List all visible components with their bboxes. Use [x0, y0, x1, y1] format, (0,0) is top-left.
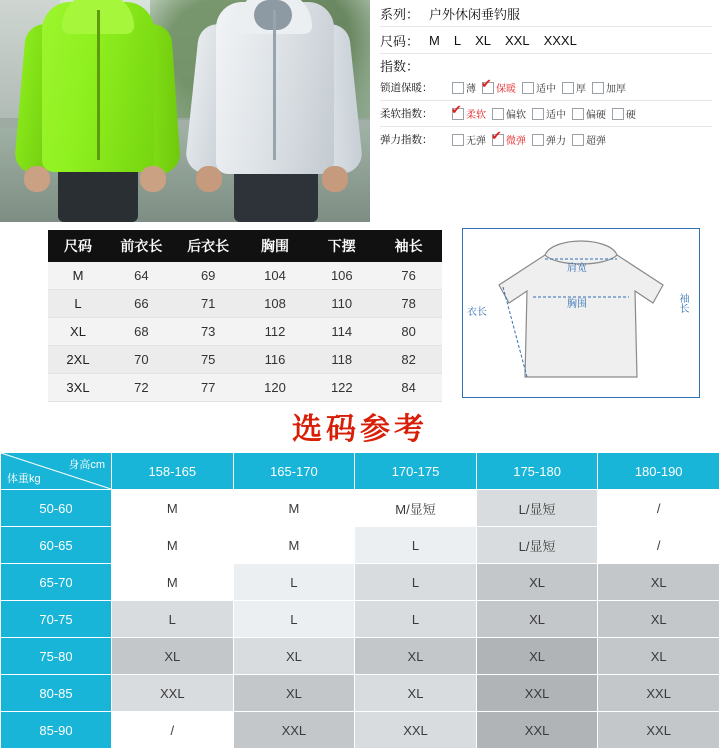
chart-row-header: 65-70	[1, 564, 112, 601]
checkbox-icon[interactable]	[452, 134, 464, 146]
cell: 82	[401, 352, 416, 367]
diagram-label-sleeve-length: 袖长	[677, 293, 688, 313]
cell: L	[233, 564, 355, 601]
table-row	[1, 712, 720, 749]
chart-col-header: 170-175	[355, 453, 477, 490]
cell: L/显短	[476, 490, 598, 527]
cell: L/显短	[476, 527, 598, 564]
table-row	[1, 527, 720, 564]
cell: 112	[264, 324, 286, 339]
checkbox-icon[interactable]	[532, 134, 544, 146]
checkbox-checked-icon[interactable]	[482, 82, 494, 94]
index-row-elasticity	[372, 127, 720, 152]
checkbox-icon[interactable]	[572, 134, 584, 146]
cell: M/显短	[355, 490, 477, 527]
cell: L	[74, 296, 82, 311]
size-table-header-cell: 尺码	[64, 238, 92, 254]
table-row	[1, 638, 720, 675]
cell: 80	[401, 324, 416, 339]
index-name: 锁道保暖：	[380, 82, 433, 94]
size-option[interactable]: M	[429, 32, 440, 48]
cell: XL	[598, 564, 720, 601]
index-option-selected[interactable]	[492, 132, 526, 147]
checkbox-icon[interactable]	[562, 82, 574, 94]
cell: XL	[476, 601, 598, 638]
cell: 69	[200, 268, 216, 283]
cell: /	[598, 490, 720, 527]
checkbox-checked-icon[interactable]	[492, 134, 504, 146]
diagram-label-body-length: 衣长	[467, 307, 487, 318]
spec-size-label: 尺码：	[380, 33, 420, 49]
chart-header-row	[1, 453, 720, 490]
size-option[interactable]: L	[453, 32, 462, 48]
checkbox-icon[interactable]	[522, 82, 534, 94]
index-row-warmth	[372, 75, 720, 100]
size-table	[48, 230, 442, 402]
cell: XL	[233, 638, 355, 675]
chart-col-header: 180-190	[598, 453, 720, 490]
index-option-label: 微弹	[506, 136, 526, 147]
checkbox-icon[interactable]	[572, 108, 584, 120]
chart-row-header: 60-65	[1, 527, 112, 564]
index-option[interactable]	[572, 106, 606, 121]
cell: M	[112, 490, 234, 527]
index-option-label: 柔软	[466, 110, 486, 121]
cell: 73	[200, 324, 216, 339]
index-option-selected[interactable]	[452, 106, 486, 121]
table-row	[1, 675, 720, 712]
size-table-body	[48, 262, 442, 402]
cell: /	[112, 712, 234, 749]
cell: 122	[330, 380, 353, 395]
cell: 120	[264, 380, 286, 395]
cell: 106	[330, 268, 353, 283]
table-row	[48, 318, 442, 346]
cell: 108	[264, 296, 286, 311]
size-table-header-cell: 前衣长	[120, 238, 163, 254]
cell: 71	[200, 296, 216, 311]
chart-row-header: 85-90	[1, 712, 112, 749]
chart-row-header: 75-80	[1, 638, 112, 675]
size-option-list	[429, 33, 577, 48]
diagram-label-shoulder: 肩宽	[567, 263, 587, 274]
cell: XL	[598, 601, 720, 638]
cell: M	[112, 527, 234, 564]
model-green-jacket	[18, 0, 178, 222]
size-option[interactable]: XL	[475, 32, 491, 48]
spec-series-value: 户外休闲垂钓服	[429, 6, 521, 22]
cell: 84	[401, 380, 416, 395]
index-option-label: 偏硬	[586, 110, 606, 121]
checkbox-icon[interactable]	[452, 82, 464, 94]
cell: 2XL	[66, 352, 90, 367]
cell: XL	[476, 564, 598, 601]
table-row	[48, 290, 442, 318]
cell: 114	[331, 324, 353, 339]
index-option-label: 硬	[626, 110, 636, 121]
table-row	[1, 490, 720, 527]
cell: L	[355, 527, 477, 564]
size-table-header-cell: 袖长	[394, 238, 423, 254]
index-option-label: 保暖	[496, 84, 516, 95]
cell: XL	[112, 638, 234, 675]
spec-size-row	[372, 27, 720, 53]
table-row	[48, 346, 442, 374]
cell: XXL	[233, 712, 355, 749]
table-row	[1, 601, 720, 638]
index-label: 指数：	[380, 59, 420, 74]
table-row	[48, 262, 442, 290]
index-option[interactable]	[562, 80, 586, 95]
table-row	[48, 374, 442, 402]
chart-axis-height-label: 身高cm	[68, 459, 105, 471]
cell: 70	[134, 352, 149, 367]
cell: M	[233, 527, 355, 564]
chart-col-header: 175-180	[476, 453, 598, 490]
cell: XXL	[355, 712, 477, 749]
cell: XL	[598, 638, 720, 675]
cell: XL	[70, 324, 86, 339]
index-option[interactable]	[532, 132, 566, 147]
cell: M	[72, 268, 84, 283]
checkbox-checked-icon[interactable]	[452, 108, 464, 120]
cell: /	[598, 527, 720, 564]
cell: 72	[134, 380, 149, 395]
cell: 78	[401, 296, 416, 311]
model-white-jacket	[190, 0, 360, 222]
index-option-label: 加厚	[606, 84, 626, 95]
chart-col-header: 165-170	[233, 453, 355, 490]
cell: L	[355, 564, 477, 601]
chart-col-header: 158-165	[112, 453, 234, 490]
index-option[interactable]	[492, 106, 526, 121]
index-option-label: 适中	[536, 84, 556, 95]
spec-series-label: 系列：	[380, 6, 420, 22]
index-option[interactable]	[452, 80, 476, 95]
cell: XL	[355, 638, 477, 675]
cell: XL	[476, 638, 598, 675]
diagram-label-chest: 胸围	[567, 299, 587, 310]
index-option[interactable]	[572, 132, 606, 147]
index-option[interactable]	[612, 106, 636, 121]
cell: XL	[233, 675, 355, 712]
chart-row-header: 80-85	[1, 675, 112, 712]
size-table-header-cell: 胸围	[260, 238, 289, 254]
index-option[interactable]	[522, 80, 556, 95]
cell: M	[233, 490, 355, 527]
index-option-label: 薄	[466, 84, 476, 95]
chart-axis-weight-label: 体重kg	[7, 473, 41, 485]
chart-row-header: 50-60	[1, 490, 112, 527]
cell: 110	[331, 296, 353, 311]
index-option-label: 超弹	[586, 136, 606, 147]
size-option[interactable]: XXL	[505, 32, 530, 48]
size-table-header-cell: 后衣长	[187, 238, 230, 254]
spec-series-row	[372, 0, 720, 26]
cell: XXL	[476, 712, 598, 749]
cell: M	[112, 564, 234, 601]
cell: L	[233, 601, 355, 638]
cell: 104	[264, 268, 286, 283]
index-row-softness	[372, 101, 720, 126]
size-table-header-cell: 下摆	[327, 238, 356, 254]
index-option-label: 无弹	[466, 136, 486, 147]
page-title: 选码参考	[292, 412, 428, 447]
index-option-selected[interactable]	[482, 80, 516, 95]
cell: 75	[200, 352, 216, 367]
chart-corner-cell	[1, 453, 112, 490]
index-option-label: 偏软	[506, 110, 526, 121]
index-option[interactable]	[452, 132, 486, 147]
cell: XXL	[598, 675, 720, 712]
cell: 66	[134, 296, 149, 311]
measurement-diagram	[462, 228, 700, 398]
index-option-label: 弹力	[546, 136, 566, 147]
cell: 77	[200, 380, 216, 395]
checkbox-icon[interactable]	[532, 108, 544, 120]
cell: XXL	[476, 675, 598, 712]
index-name: 柔软指数：	[380, 108, 433, 120]
cell: L	[112, 601, 234, 638]
cell: XXL	[598, 712, 720, 749]
spec-panel	[372, 0, 720, 178]
index-option[interactable]	[592, 80, 626, 95]
table-row	[1, 564, 720, 601]
index-name: 弹力指数：	[380, 134, 433, 146]
product-photo	[0, 0, 370, 222]
cell: 68	[134, 324, 149, 339]
index-option-label: 适中	[546, 110, 566, 121]
size-option[interactable]: XXXL	[543, 32, 577, 48]
cell: L	[355, 601, 477, 638]
cell: 116	[264, 352, 286, 367]
checkbox-icon[interactable]	[492, 108, 504, 120]
index-option[interactable]	[532, 106, 566, 121]
cell: 64	[134, 268, 149, 283]
cell: XXL	[112, 675, 234, 712]
index-option-label: 厚	[576, 84, 586, 95]
cell: 3XL	[66, 380, 90, 395]
checkbox-icon[interactable]	[612, 108, 624, 120]
size-table-header	[48, 230, 442, 262]
cell: 118	[331, 352, 353, 367]
size-reference-chart	[0, 452, 720, 749]
chart-row-header: 70-75	[1, 601, 112, 638]
cell: 76	[401, 268, 416, 283]
checkbox-icon[interactable]	[592, 82, 604, 94]
cell: XL	[355, 675, 477, 712]
